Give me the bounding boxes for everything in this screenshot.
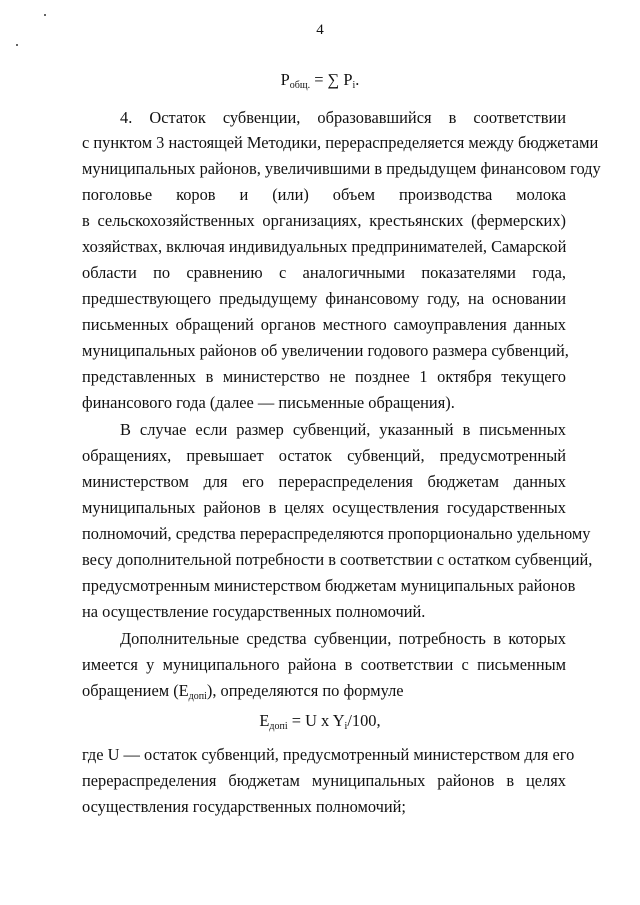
paragraph-line: муниципальных районов, увеличившими в предыдущем финансовом году	[82, 159, 601, 178]
paragraph-line: предшествующего предыдущему финансовому году, на основании	[82, 289, 566, 308]
paragraph-line: перераспределения бюджетам муниципальных районов в целях	[82, 771, 566, 790]
scan-speck	[44, 14, 46, 16]
paragraph-line: хозяйствах, включая индивидуальных предпринимателей, Самарской	[82, 237, 567, 256]
paragraph-line: В случае если размер субвенций, указанный в письменных	[120, 420, 566, 439]
paragraph-line: в сельскохозяйственных организациях, крестьянских (фермерских)	[82, 211, 566, 230]
paragraph-line: письменных обращений органов местного самоуправления данных	[82, 315, 566, 334]
paragraph-line: обращением (Eдопi), определяются по формуле	[82, 681, 404, 702]
paragraph-line: с пунктом 3 настоящей Методики, перераспределяется между бюджетами	[82, 133, 599, 152]
paragraph-line: поголовье коров и (или) объем производства молока	[82, 185, 566, 204]
paragraph-line: министерством для его перераспределения бюджетам данных	[82, 472, 566, 491]
paragraph-line: представленных в министерство не позднее 1 октября текущего	[82, 367, 566, 386]
scan-speck	[16, 44, 18, 46]
formula-total: Pобщ. = ∑ Pi.	[280, 70, 360, 91]
paragraph-line: муниципальных районов об увеличении годового размера субвенций,	[82, 341, 569, 360]
paragraph-line: осуществления государственных полномочий;	[82, 797, 406, 816]
paragraph-line: Дополнительные средства субвенции, потребность в которых	[120, 629, 566, 648]
paragraph-line: 4. Остаток субвенции, образовавшийся в соответствии	[120, 108, 566, 127]
paragraph-line: предусмотренным министерством бюджетам муниципальных районов	[82, 576, 576, 595]
paragraph-line: на осуществление государственных полномочий.	[82, 602, 426, 621]
paragraph-line: полномочий, средства перераспределяются пропорционально удельному	[82, 524, 591, 543]
paragraph-line: весу дополнительной потребности в соответствии с остатком субвенций,	[82, 550, 593, 569]
paragraph-line: муниципальных районов в целях осуществления государственных	[82, 498, 566, 517]
page-number: 4	[316, 22, 324, 38]
paragraph-line: имеется у муниципального района в соответствии с письменным	[82, 655, 566, 674]
paragraph-line: обращениях, превышает остаток субвенций, предусмотренный	[82, 446, 566, 465]
paragraph-line: где U — остаток субвенций, предусмотренный министерством для его	[82, 745, 575, 764]
paragraph-line: области по сравнению с аналогичными показателями года,	[82, 263, 566, 282]
paragraph-line: финансового года (далее — письменные обращения).	[82, 393, 455, 412]
formula-e: Eдопi = U x Yi/100,	[259, 711, 381, 732]
